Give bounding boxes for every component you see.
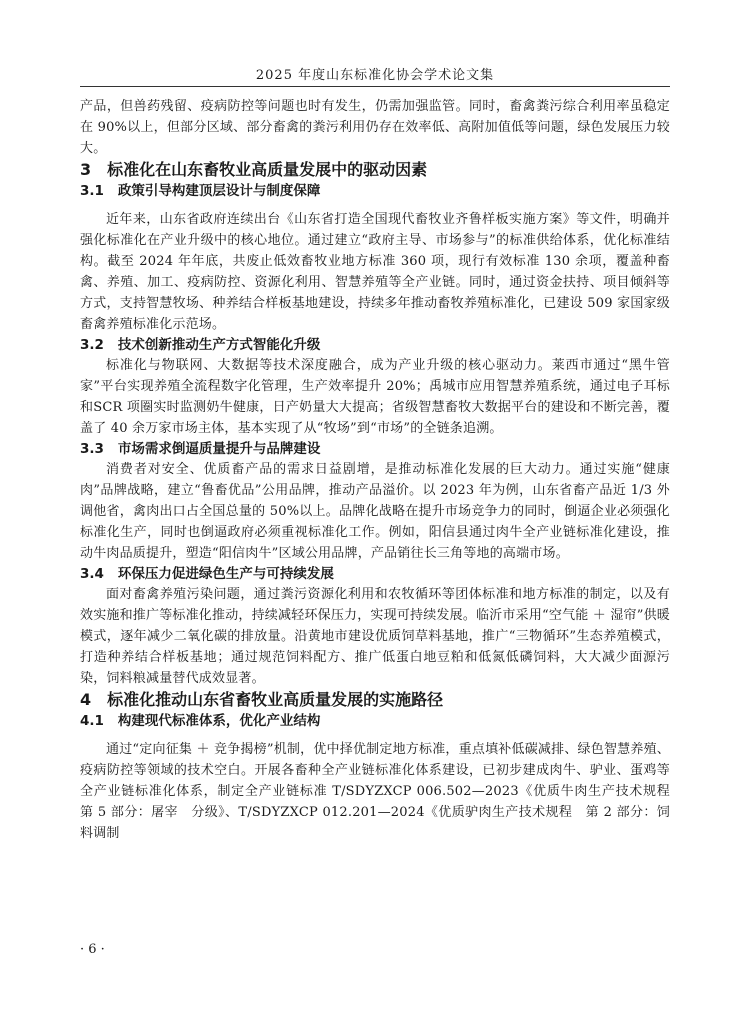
subsection-3-1-number: 3.1 <box>80 183 104 199</box>
subsection-3-3-paragraph: 消费者对安全、优质畜产品的需求日益剧增，是推动标准化发展的巨大动力。通过实施“健康肉”品牌战略，建立“鲁畜优品”公用品牌，推动产品溢价。以 2023 年为例，山东省畜产品近 1/3 外调他省，禽肉出口占全国总量的 50%以上。品牌化战略在提升市场竞争力的同时，倒逼企业必须强化标准化生产，同时也倒逼政府必须重视标准化工作。例如，阳信县通过肉牛全产业链标准化建设，推动牛肉品质提升，塑造“阳信肉牛”区域公用品牌，产品销往长三角等地的高端市场。 <box>80 462 670 561</box>
subsection-3-1-paragraph: 近年来，山东省政府连续出台《山东省打造全国现代畜牧业齐鲁样板实施方案》等文件，明确并强化标准化在产业升级中的核心地位。通过建立“政府主导、市场参与”的标准供给体系，优化标准结构。截至 2024 年年底，共废止低效畜牧业地方标准 360 项，现行有效标准 130 余项，覆盖种畜禽、养殖、加工、疫病防控、资源化利用、智慧养殖等全产业链。同时，通过资金扶持、项目倾斜等方式，支持智慧牧场、种养结合样板基地建设，持续多年推动畜牧养殖标准化，已建设 509 家国家级畜禽养殖标准化示范场。 <box>80 212 670 332</box>
running-header: 2025 年度山东标准化协会学术论文集 <box>255 68 495 83</box>
section-4-heading <box>80 689 670 711</box>
subsection-3-3-heading <box>80 439 670 459</box>
subsection-4-1-paragraph: 通过“定向征集 ＋ 竞争揭榜”机制，优中择优制定地方标准，重点填补低碳减排、绿色智慧养殖、疫病防控等领域的技术空白。开展各畜种全产业链标准化体系建设，已初步建成肉牛、驴业、蛋鸡等全产业链标准化体系，制定全产业链标准 T/SDYZXCP 006.502—2023《优质牛肉生产技术规程 第 5 部分：屠宰 分级》、T/SDYZXCP 012.201—2024《优质驴肉生产技术规程 第 2 部分：饲料调制 <box>80 742 684 841</box>
section-4-title: 标准化推动山东省畜牧业高质量发展的实施路径 <box>107 690 444 709</box>
subsection-3-4-title: 环保压力促进绿色生产与可持续发展 <box>117 566 334 582</box>
subsection-3-4-heading <box>80 564 670 584</box>
subsection-4-1-number: 4.1 <box>80 713 104 729</box>
page-number: · 6 · <box>80 942 105 957</box>
subsection-4-1-heading <box>80 711 670 731</box>
subsection-3-2-title: 技术创新推动生产方式智能化升级 <box>117 337 321 353</box>
section-3-heading <box>80 159 670 181</box>
section-4-number: 4 <box>80 690 92 709</box>
subsection-3-3-title: 市场需求倒逼质量提升与品牌建设 <box>117 441 321 457</box>
body-content <box>80 96 684 844</box>
intro-paragraph: 产品，但兽药残留、疫病防控等问题也时有发生，仍需加强监管。同时，畜禽粪污综合利用率虽稳定在 90%以上，但部分区域、部分畜禽的粪污利用仍存在效率低、高附加值低等问题，绿色发展压力较大。 <box>80 99 670 156</box>
subsection-3-2-paragraph: 标准化与物联网、大数据等技术深度融合，成为产业升级的核心驱动力。莱西市通过“黑牛管家”平台实现养殖全流程数字化管理，生产效率提升 20%；禹城市应用智慧养殖系统，通过电子耳标和SCR 项圈实时监测奶牛健康，日产奶量大大提高；省级智慧畜牧大数据平台的建设和不断完善，覆盖了 40 余万家市场主体，基本实现了从“牧场”到“市场”的全链条追溯。 <box>80 358 670 436</box>
section-3-number: 3 <box>80 160 92 179</box>
subsection-4-1-title: 构建现代标准体系，优化产业结构 <box>117 713 321 729</box>
subsection-3-4-paragraph: 面对畜禽养殖污染问题，通过粪污资源化利用和农牧循环等团体标准和地方标准的制定，以及有效实施和推广等标准化推动，持续减轻环保压力，实现可持续发展。临沂市采用“空气能 ＋ 湿帘”供暖模式，逐年减少二氧化碳的排放量。沿黄地市建设优质饲草料基地，推广“三物循环”生态养殖模式，打造种养结合样板基地；通过规范饲料配方、推广低蛋白地豆粕和低氮低磷饲料，大大减少面源污染，饲料粮减量替代成效显著。 <box>80 587 670 686</box>
subsection-3-2-heading <box>80 335 670 355</box>
subsection-3-1-heading <box>80 181 670 201</box>
header-rule <box>80 86 670 87</box>
subsection-3-4-number: 3.4 <box>80 566 104 582</box>
subsection-3-1-title: 政策引导构建顶层设计与制度保障 <box>117 183 321 199</box>
subsection-3-3-number: 3.3 <box>80 441 104 457</box>
subsection-3-2-number: 3.2 <box>80 337 104 353</box>
section-3-title: 标准化在山东畜牧业高质量发展中的驱动因素 <box>107 160 428 179</box>
